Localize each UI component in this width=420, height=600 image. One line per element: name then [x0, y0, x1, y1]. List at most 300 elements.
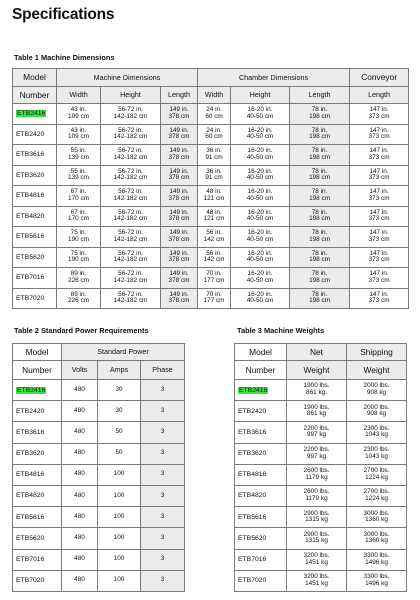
model-number: ETB4816 — [16, 471, 45, 479]
machine-length-cell-imperial: 149 in. — [169, 106, 189, 114]
volts-cell: 480 — [62, 507, 98, 528]
chamber-height-cell — [231, 227, 290, 248]
machine-length-cell-imperial: 149 in. — [169, 270, 189, 278]
chamber-length-cell-metric: 198 cm — [309, 133, 331, 141]
conveyor-length-cell-metric: 373 cm — [368, 276, 390, 284]
machine-height-cell-metric: 142-182 cm — [113, 112, 148, 120]
model-number-cell — [13, 145, 57, 166]
chamber-height-cell-imperial: 16-20 in. — [247, 290, 273, 298]
chamber-height-cell-imperial: 16-20 in. — [247, 126, 273, 134]
shipping-weight-cell-imperial: 3000 lbs. — [363, 509, 390, 517]
net-weight-cell-imperial: 2900 lbs. — [303, 530, 330, 538]
shipping-weight-cell-metric: 1496 kg — [365, 558, 388, 566]
amps-cell: 30 — [98, 401, 141, 422]
model-number-cell — [13, 268, 57, 289]
shipping-weight-cell-metric: 1360 kg — [365, 537, 388, 545]
model-number: ETB2420 — [16, 407, 45, 415]
machine-height-cell — [101, 268, 161, 289]
machine-width-cell-imperial: 75 in. — [70, 249, 87, 257]
net-weight-cell — [287, 380, 347, 401]
chamber-width-cell-imperial: 24 in. — [206, 126, 222, 134]
amps-cell: 50 — [98, 443, 141, 464]
conveyor-length-cell-metric: 373 cm — [368, 235, 390, 243]
chamber-width-cell-metric: 177 cm — [203, 297, 225, 305]
t1-chamber-group-header: Chamber Dimensions — [198, 69, 350, 87]
machine-height-cell-metric: 142-182 cm — [113, 133, 148, 141]
machine-width-cell — [57, 165, 101, 186]
t2-volts-header: Volts — [62, 361, 98, 380]
conveyor-length-cell-imperial: 147 in. — [369, 249, 389, 257]
model-number-cell — [13, 507, 62, 528]
model-number: ETB7016 — [16, 274, 45, 282]
model-number: ETB3616 — [238, 428, 267, 436]
machine-length-cell — [161, 165, 198, 186]
model-number-cell — [13, 165, 57, 186]
machine-length-cell-metric: 378 cm — [168, 215, 190, 223]
shipping-weight-cell-imperial: 3300 lbs. — [363, 551, 390, 559]
table-row — [13, 380, 185, 401]
chamber-width-cell-imperial: 48 in. — [206, 188, 222, 196]
net-weight-cell-metric: 1315 kg — [305, 537, 328, 545]
conveyor-length-cell — [350, 288, 409, 309]
chamber-length-cell — [290, 268, 350, 289]
machine-height-cell-metric: 142-182 cm — [113, 153, 148, 161]
table-row — [13, 485, 185, 506]
chamber-length-cell-imperial: 78 in. — [311, 167, 328, 175]
machine-height-cell-metric: 142-182 cm — [113, 297, 148, 305]
chamber-width-cell-metric: 142 cm — [203, 235, 225, 243]
table-row — [13, 227, 409, 248]
model-number-cell — [13, 186, 57, 207]
model-number-cell — [13, 485, 62, 506]
model-number-cell — [235, 507, 287, 528]
model-number-cell — [235, 549, 287, 570]
chamber-width-cell-metric: 60 cm — [205, 133, 223, 141]
chamber-length-cell-imperial: 78 in. — [311, 229, 328, 237]
conveyor-length-cell-imperial: 147 in. — [369, 270, 389, 278]
conveyor-length-cell — [350, 186, 409, 207]
chamber-height-cell-imperial: 16-20 in. — [247, 167, 273, 175]
machine-length-cell — [161, 247, 198, 268]
t1-conveyor-group-header: Conveyor — [350, 69, 409, 87]
net-weight-cell-imperial: 1900 lbs. — [303, 382, 330, 390]
model-number: ETB3616 — [16, 428, 45, 436]
table-row — [13, 443, 185, 464]
machine-width-cell-metric: 139 cm — [68, 174, 89, 182]
model-number-cell — [235, 380, 287, 401]
net-weight-cell-imperial: 3200 lbs. — [303, 551, 330, 559]
volts-cell: 480 — [62, 443, 98, 464]
conveyor-length-cell-imperial: 147 in. — [369, 208, 389, 216]
table-row — [235, 443, 407, 464]
table-row — [235, 380, 407, 401]
volts-cell: 480 — [62, 549, 98, 570]
chamber-width-cell-imperial: 56 in. — [206, 249, 222, 257]
net-weight-cell-metric: 1315 kg — [305, 516, 328, 524]
machine-width-cell — [57, 124, 101, 145]
machine-height-cell-metric: 142-182 cm — [113, 194, 148, 202]
machine-width-cell — [57, 186, 101, 207]
phase-cell: 3 — [141, 485, 185, 506]
chamber-length-cell — [290, 186, 350, 207]
chamber-height-cell-metric: 40-50 cm — [246, 112, 274, 120]
machine-width-cell-imperial: 67 in. — [70, 188, 87, 196]
conveyor-length-cell-imperial: 147 in. — [369, 106, 389, 114]
chamber-width-cell — [198, 268, 231, 289]
machine-length-cell-metric: 378 cm — [168, 174, 190, 182]
model-number-cell — [13, 247, 57, 268]
t1-height-header: Height — [101, 87, 161, 104]
chamber-width-cell-imperial: 56 in. — [206, 229, 222, 237]
chamber-length-cell-metric: 198 cm — [309, 215, 331, 223]
machine-length-cell — [161, 227, 198, 248]
machine-height-cell — [101, 288, 161, 309]
chamber-height-cell-metric: 40-50 cm — [246, 174, 274, 182]
machine-length-cell-imperial: 149 in. — [169, 229, 189, 237]
machine-width-cell-imperial: 55 in. — [70, 167, 87, 175]
chamber-length-cell-imperial: 78 in. — [311, 270, 328, 278]
model-number: ETB3620 — [16, 171, 45, 179]
chamber-width-cell — [198, 145, 231, 166]
amps-cell: 100 — [98, 507, 141, 528]
machine-length-cell-imperial: 149 in. — [169, 208, 189, 216]
shipping-weight-cell-imperial: 2300 lbs. — [363, 445, 390, 453]
conveyor-length-cell-metric: 373 cm — [368, 174, 390, 182]
machine-height-cell — [101, 124, 161, 145]
model-number: ETB5616 — [16, 233, 45, 241]
shipping-weight-cell-metric: 1360 kg — [365, 516, 388, 524]
shipping-weight-cell — [347, 380, 407, 401]
machine-length-cell-imperial: 149 in. — [169, 126, 189, 134]
model-number-cell — [13, 528, 62, 549]
machine-length-cell-imperial: 149 in. — [169, 290, 189, 298]
model-number: ETB3620 — [16, 450, 45, 458]
chamber-length-cell — [290, 288, 350, 309]
machine-height-cell — [101, 145, 161, 166]
phase-cell: 3 — [141, 549, 185, 570]
chamber-width-cell-imperial: 70 in. — [206, 290, 222, 298]
t2-model-header: Model — [13, 344, 62, 361]
chamber-width-cell-metric: 177 cm — [203, 276, 225, 284]
amps-cell: 100 — [98, 570, 141, 591]
model-number: ETB5620 — [16, 253, 45, 261]
chamber-height-cell — [231, 124, 290, 145]
chamber-height-cell — [231, 206, 290, 227]
machine-width-cell-metric: 170 cm — [68, 194, 89, 202]
t1-length-header: Length — [161, 87, 198, 104]
machine-width-cell-imperial: 89 in. — [70, 290, 87, 298]
net-weight-cell-imperial: 2900 lbs. — [303, 509, 330, 517]
t1-machine-group-header: Machine Dimensions — [57, 69, 198, 87]
chamber-width-cell-imperial: 24 in. — [206, 106, 222, 114]
net-weight-cell-metric: 1451 kg — [305, 579, 328, 587]
shipping-weight-cell-imperial: 2000 lbs. — [363, 403, 390, 411]
table-row — [235, 422, 407, 443]
t1-width-header: Width — [57, 87, 101, 104]
machine-height-cell-imperial: 56-72 in. — [118, 126, 143, 134]
shipping-weight-cell — [347, 549, 407, 570]
chamber-length-cell — [290, 247, 350, 268]
chamber-length-cell-imperial: 78 in. — [311, 188, 328, 196]
chamber-height-cell-metric: 40-50 cm — [246, 133, 274, 141]
model-number: ETB2416 — [239, 386, 268, 394]
model-number-cell — [13, 401, 62, 422]
chamber-width-cell — [198, 186, 231, 207]
table1-caption: Table 1 Machine Dimensions — [14, 53, 115, 62]
machine-height-cell-imperial: 56-72 in. — [118, 208, 143, 216]
net-weight-cell — [287, 422, 347, 443]
chamber-height-cell — [231, 145, 290, 166]
table-row — [235, 464, 407, 485]
table-row — [13, 268, 409, 289]
volts-cell: 480 — [62, 422, 98, 443]
shipping-weight-cell — [347, 422, 407, 443]
chamber-height-cell-imperial: 16-20 in. — [247, 188, 273, 196]
table-row — [13, 104, 409, 125]
model-number-cell — [13, 422, 62, 443]
net-weight-cell-imperial: 3200 lbs. — [303, 573, 330, 581]
machine-length-cell-metric: 378 cm — [168, 153, 190, 161]
machine-width-cell-imperial: 43 in. — [70, 106, 87, 114]
phase-cell: 3 — [141, 464, 185, 485]
shipping-weight-cell — [347, 528, 407, 549]
net-weight-cell — [287, 528, 347, 549]
conveyor-length-cell-metric: 373 cm — [368, 133, 390, 141]
net-weight-cell — [287, 485, 347, 506]
model-number-cell — [235, 464, 287, 485]
conveyor-length-cell — [350, 124, 409, 145]
table-row — [235, 528, 407, 549]
machine-width-cell-metric: 190 cm — [68, 256, 89, 264]
table-row — [13, 570, 185, 591]
volts-cell: 480 — [62, 401, 98, 422]
machine-length-cell-imperial: 149 in. — [169, 188, 189, 196]
conveyor-length-cell-metric: 373 cm — [368, 153, 390, 161]
model-number-cell — [13, 206, 57, 227]
table-row — [13, 124, 409, 145]
chamber-height-cell-imperial: 16-20 in. — [247, 208, 273, 216]
phase-cell: 3 — [141, 528, 185, 549]
shipping-weight-cell-imperial: 2000 lbs. — [363, 382, 390, 390]
machine-length-cell-metric: 378 cm — [168, 112, 190, 120]
chamber-height-cell-metric: 40-50 cm — [246, 153, 274, 161]
net-weight-cell — [287, 507, 347, 528]
model-number-cell — [235, 528, 287, 549]
model-number: ETB7016 — [238, 556, 267, 564]
t1-number-header: Number — [13, 87, 57, 104]
chamber-width-cell-imperial: 70 in. — [206, 270, 222, 278]
t3-net-weight-header: Weight — [287, 361, 347, 380]
t1-conveyor-length-header: Length — [350, 87, 409, 104]
machine-height-cell-imperial: 56-72 in. — [118, 249, 143, 257]
shipping-weight-cell-imperial: 2300 lbs. — [363, 424, 390, 432]
table3-caption: Table 3 Machine Weights — [237, 326, 325, 335]
machine-width-cell-imperial: 89 in. — [70, 270, 87, 278]
chamber-width-cell — [198, 104, 231, 125]
net-weight-cell — [287, 570, 347, 591]
chamber-height-cell — [231, 104, 290, 125]
shipping-weight-cell-metric: 1043 kg — [365, 452, 388, 460]
net-weight-cell-metric: 861 kg. — [306, 389, 327, 397]
model-number-cell — [235, 570, 287, 591]
chamber-length-cell-imperial: 78 in. — [311, 126, 328, 134]
machine-width-cell-metric: 190 cm — [68, 235, 89, 243]
chamber-width-cell — [198, 206, 231, 227]
machine-length-cell-metric: 378 cm — [168, 297, 190, 305]
machine-height-cell-imperial: 56-72 in. — [118, 167, 143, 175]
machine-length-cell-metric: 378 cm — [168, 276, 190, 284]
page-title: Specifications — [12, 6, 115, 23]
chamber-width-cell-metric: 121 cm — [203, 215, 225, 223]
table-row — [13, 206, 409, 227]
conveyor-length-cell-metric: 373 cm — [368, 256, 390, 264]
table-row — [13, 549, 185, 570]
model-number: ETB4820 — [16, 492, 45, 500]
shipping-weight-cell — [347, 443, 407, 464]
model-number-cell — [13, 549, 62, 570]
model-number: ETB3620 — [238, 450, 267, 458]
machine-length-cell-imperial: 149 in. — [169, 167, 189, 175]
table-row — [13, 145, 409, 166]
net-weight-cell-metric: 1179 kg — [305, 495, 328, 503]
chamber-height-cell — [231, 165, 290, 186]
conveyor-length-cell — [350, 104, 409, 125]
net-weight-cell — [287, 549, 347, 570]
model-number: ETB4816 — [16, 192, 45, 200]
machine-length-cell — [161, 145, 198, 166]
chamber-height-cell — [231, 247, 290, 268]
machine-height-cell-imperial: 56-72 in. — [118, 106, 143, 114]
model-number: ETB2416 — [17, 110, 46, 118]
conveyor-length-cell-imperial: 147 in. — [369, 147, 389, 155]
shipping-weight-cell-metric: 1224 kg — [365, 495, 388, 503]
machine-length-cell-metric: 378 cm — [168, 194, 190, 202]
table-row — [13, 464, 185, 485]
machine-height-cell-imperial: 56-72 in. — [118, 229, 143, 237]
conveyor-length-cell-metric: 373 cm — [368, 194, 390, 202]
phase-cell: 3 — [141, 507, 185, 528]
machine-weights-table — [234, 343, 407, 592]
machine-height-cell-metric: 142-182 cm — [113, 276, 148, 284]
chamber-width-cell-metric: 60 cm — [205, 112, 223, 120]
machine-width-cell — [57, 206, 101, 227]
machine-height-cell — [101, 206, 161, 227]
chamber-length-cell — [290, 104, 350, 125]
chamber-width-cell-imperial: 36 in. — [206, 147, 222, 155]
t1-model-header: Model — [13, 69, 57, 87]
machine-width-cell-metric: 139 cm — [68, 153, 89, 161]
net-weight-cell-metric: 997 kg — [306, 431, 327, 439]
shipping-weight-cell-imperial: 2700 lbs. — [363, 467, 390, 475]
chamber-height-cell — [231, 268, 290, 289]
machine-length-cell-metric: 378 cm — [168, 256, 190, 264]
machine-width-cell — [57, 268, 101, 289]
chamber-length-cell-metric: 198 cm — [309, 194, 331, 202]
amps-cell: 50 — [98, 422, 141, 443]
model-number: ETB7020 — [16, 294, 45, 302]
model-number-cell — [235, 443, 287, 464]
chamber-width-cell — [198, 247, 231, 268]
chamber-length-cell-metric: 198 cm — [309, 235, 331, 243]
shipping-weight-cell-metric: 1043 kg — [365, 431, 388, 439]
machine-height-cell-imperial: 56-72 in. — [118, 147, 143, 155]
t2-number-header: Number — [13, 361, 62, 380]
volts-cell: 480 — [62, 380, 98, 401]
machine-height-cell-imperial: 56-72 in. — [118, 270, 143, 278]
chamber-width-cell — [198, 227, 231, 248]
phase-cell: 3 — [141, 443, 185, 464]
machine-height-cell — [101, 186, 161, 207]
t2-standard-power-header: Standard Power — [62, 344, 185, 361]
conveyor-length-cell — [350, 165, 409, 186]
amps-cell: 100 — [98, 464, 141, 485]
shipping-weight-cell-metric: 908 kg — [366, 410, 387, 418]
table2-caption: Table 2 Standard Power Requirements — [14, 326, 149, 335]
chamber-width-cell-imperial: 36 in. — [206, 167, 222, 175]
chamber-height-cell-metric: 40-50 cm — [246, 215, 274, 223]
chamber-height-cell-imperial: 16-20 in. — [247, 249, 273, 257]
model-number: ETB7020 — [16, 577, 45, 585]
model-number: ETB4820 — [16, 212, 45, 220]
net-weight-cell — [287, 401, 347, 422]
model-number: ETB5616 — [238, 513, 267, 521]
machine-width-cell-metric: 226 cm — [68, 297, 89, 305]
model-number: ETB5616 — [16, 513, 45, 521]
shipping-weight-cell — [347, 485, 407, 506]
model-number-cell — [235, 485, 287, 506]
chamber-length-cell-metric: 198 cm — [309, 153, 331, 161]
chamber-length-cell-metric: 198 cm — [309, 112, 331, 120]
shipping-weight-cell-metric: 908 kg — [366, 389, 387, 397]
power-requirements-table — [12, 343, 185, 592]
chamber-height-cell-metric: 40-50 cm — [246, 297, 274, 305]
chamber-width-cell-imperial: 48 in. — [206, 208, 222, 216]
table-row — [235, 507, 407, 528]
chamber-height-cell-imperial: 16-20 in. — [247, 229, 273, 237]
model-number: ETB2420 — [16, 130, 45, 138]
conveyor-length-cell-imperial: 147 in. — [369, 188, 389, 196]
conveyor-length-cell-metric: 373 cm — [368, 297, 390, 305]
table-row — [13, 165, 409, 186]
table-row — [13, 247, 409, 268]
t3-model-header: Model — [235, 344, 287, 361]
table-row — [13, 507, 185, 528]
chamber-length-cell — [290, 165, 350, 186]
t2-amps-header: Amps — [98, 361, 141, 380]
chamber-length-cell — [290, 124, 350, 145]
model-number-cell — [13, 443, 62, 464]
machine-width-cell-metric: 109 cm — [68, 133, 89, 141]
machine-height-cell — [101, 165, 161, 186]
chamber-height-cell-metric: 40-50 cm — [246, 276, 274, 284]
machine-length-cell — [161, 288, 198, 309]
chamber-length-cell-imperial: 78 in. — [311, 208, 328, 216]
model-number-cell — [13, 288, 57, 309]
conveyor-length-cell-imperial: 147 in. — [369, 290, 389, 298]
machine-width-cell-metric: 226 cm — [68, 276, 89, 284]
conveyor-length-cell-imperial: 147 in. — [369, 229, 389, 237]
phase-cell: 3 — [141, 380, 185, 401]
chamber-width-cell — [198, 124, 231, 145]
machine-height-cell-metric: 142-182 cm — [113, 215, 148, 223]
net-weight-cell-metric: 861 kg — [306, 410, 327, 418]
chamber-length-cell — [290, 206, 350, 227]
chamber-width-cell-metric: 91 cm — [205, 174, 223, 182]
conveyor-length-cell — [350, 247, 409, 268]
net-weight-cell-imperial: 2600 lbs. — [303, 488, 330, 496]
chamber-length-cell — [290, 145, 350, 166]
chamber-height-cell — [231, 186, 290, 207]
